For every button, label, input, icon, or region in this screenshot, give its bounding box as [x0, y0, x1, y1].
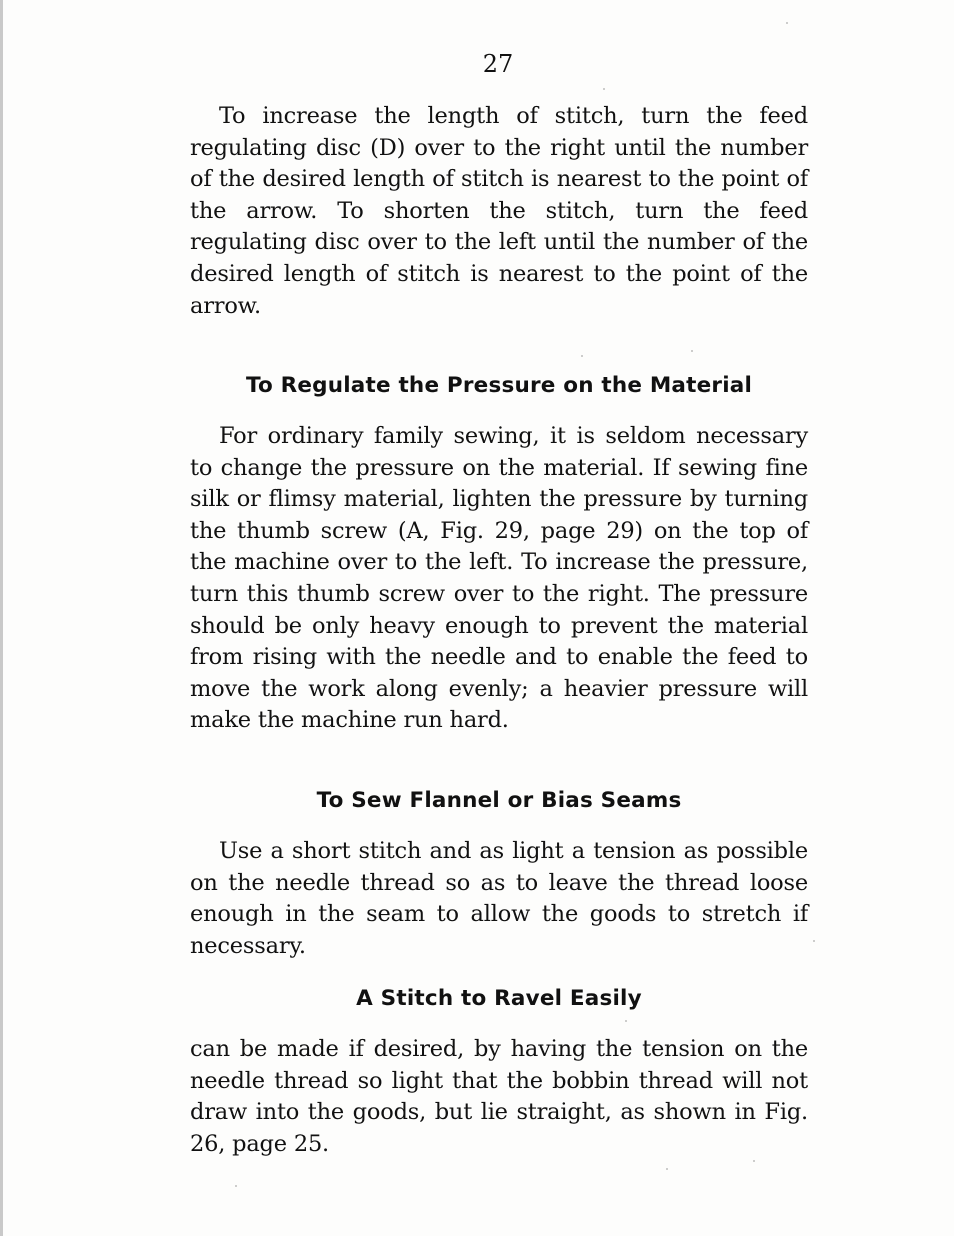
scan-speck: [625, 1020, 627, 1022]
scan-speck: [581, 355, 583, 357]
paragraph-flannel-bias-seams: Use a short stitch and as light a tension as possible on the needle thread so as to leave the thread loose enough in the seam to allow the goods to stretch if necessary.: [190, 838, 808, 959]
scan-speck: [235, 1185, 237, 1187]
paragraph-stitch-ravel-easily: can be made if desired, by having the tension on the needle thread so light that the bobbin thread will not draw into the goods, but lie straight, as shown in Fig. 26, page 25.: [190, 1036, 808, 1157]
scan-speck: [666, 1168, 668, 1170]
paragraph-stitch-length: To increase the length of stitch, turn the feed regulating disc (D) over to the right until the number of the desired length of stitch is nearest to the point of the arrow. To shorten the stitch, turn the feed regulating disc over to the left until the number of the desired length of stitch is nearest to the point of the arrow.: [190, 103, 808, 319]
paragraph-regulate-pressure: For ordinary family sewing, it is seldom necessary to change the pressure on the material. If sewing fine silk or flimsy material, lighten the pressure by turning the thumb screw (A, Fig. 29, page 29) on the top of the machine over to the left. To increase the pressure, turn this thumb screw over to the right. The pressure should be only heavy enough to prevent the material from rising with the needle and to enable the feed to move the work along evenly; a heavier pressure will make the machine run hard.: [190, 423, 808, 734]
scan-speck: [786, 22, 788, 24]
scan-speck: [603, 88, 605, 90]
page-number: 27: [482, 50, 514, 78]
heading-regulate-pressure: To Regulate the Pressure on the Material: [245, 373, 753, 398]
heading-flannel-bias-seams: To Sew Flannel or Bias Seams: [316, 788, 682, 813]
scan-speck: [813, 940, 815, 942]
heading-stitch-ravel-easily: A Stitch to Ravel Easily: [356, 986, 642, 1011]
scan-speck: [691, 350, 693, 352]
scan-speck: [753, 1160, 755, 1162]
